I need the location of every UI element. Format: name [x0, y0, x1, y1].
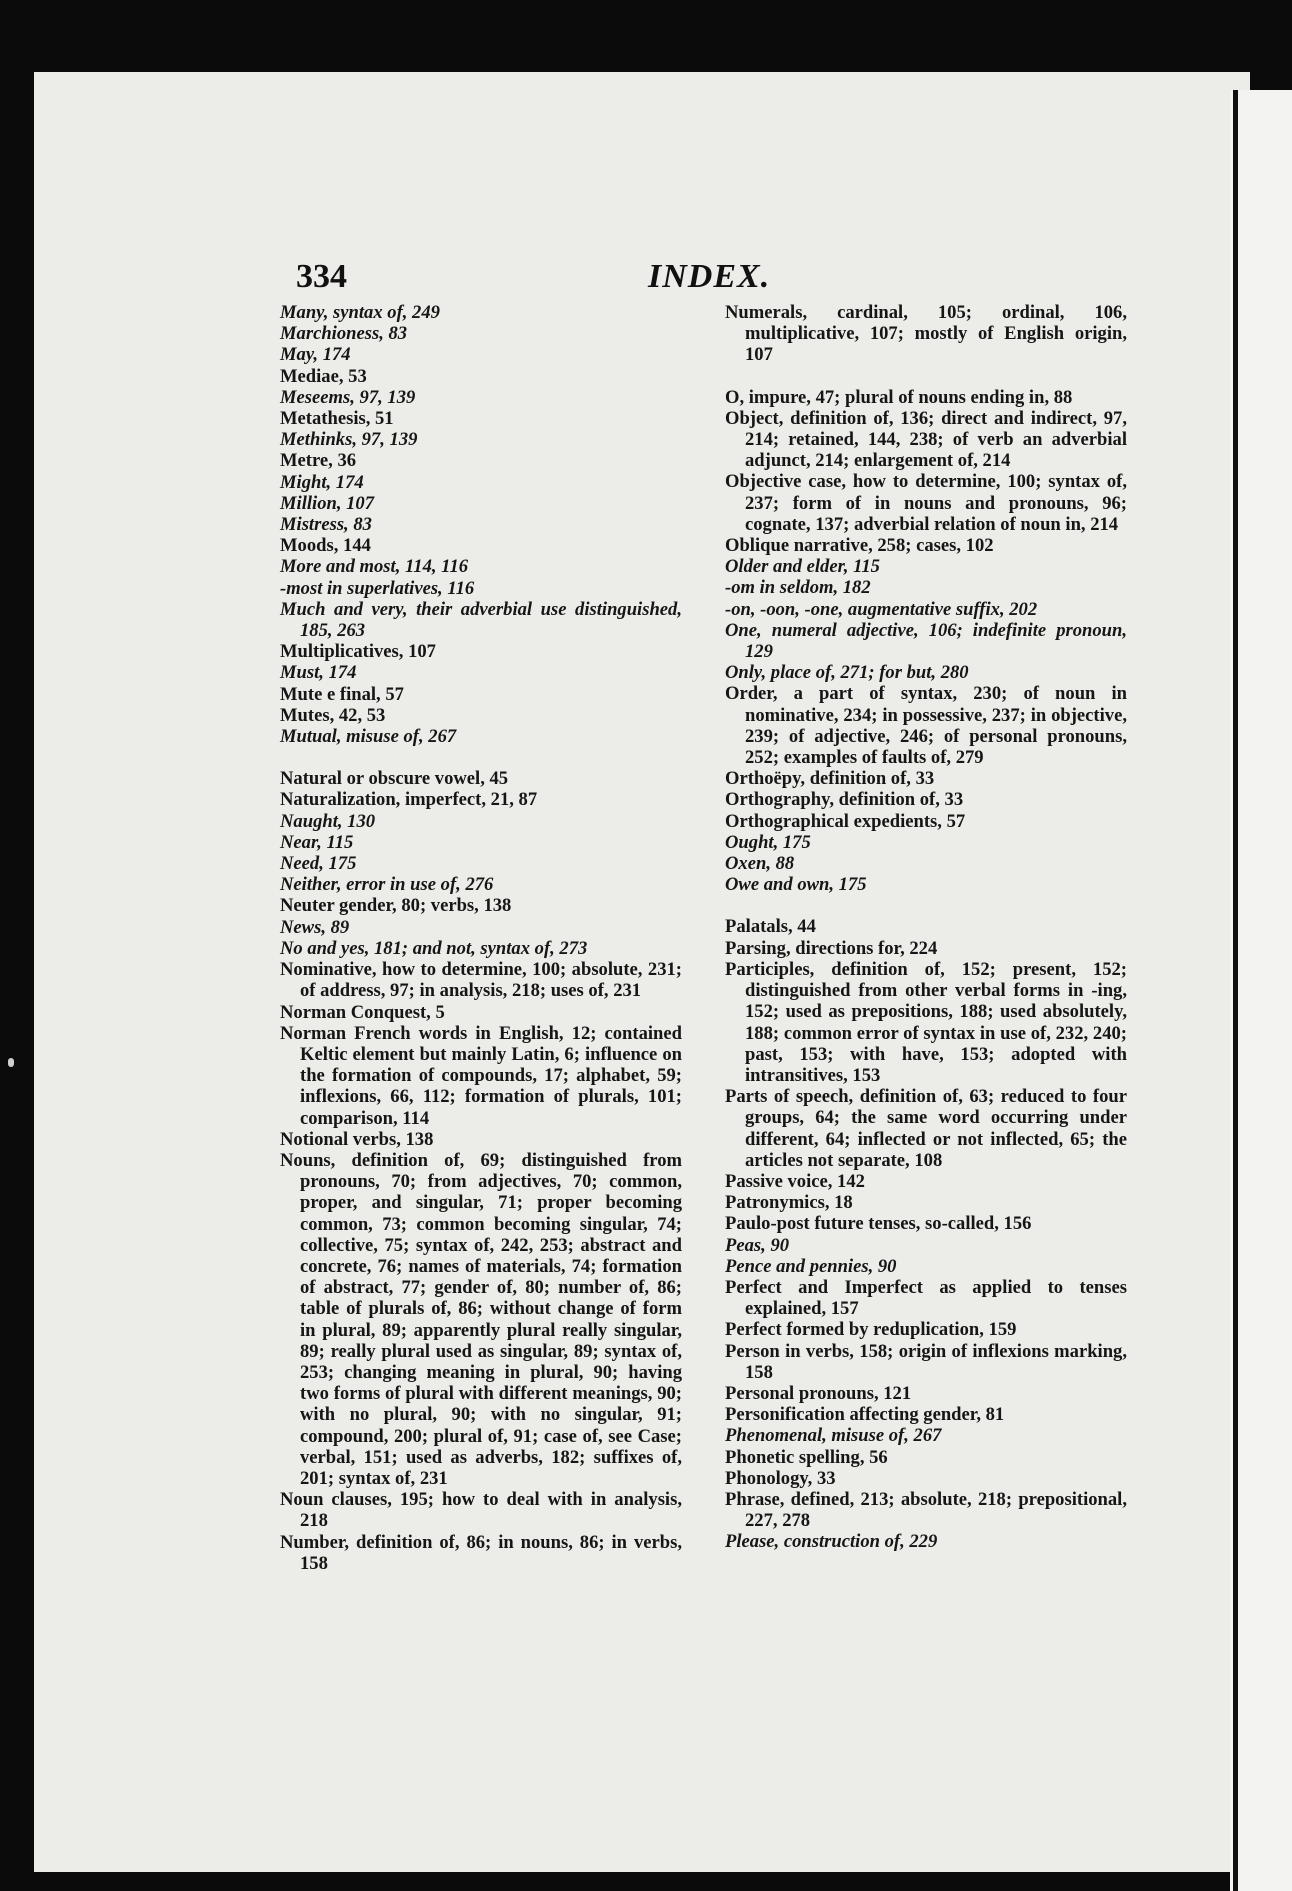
index-entry: Many, syntax of, 249	[280, 302, 440, 323]
index-entry: One, numeral adjective, 106; indefinite pronoun, 129	[725, 619, 1127, 663]
index-entry: Number, definition of, 86; in nouns, 86; in verbs, 158	[280, 1531, 682, 1574]
index-entry: Palatals, 44	[725, 916, 816, 938]
index-entry: Orthography, definition of, 33	[725, 789, 964, 811]
index-entry: Personification affecting gender, 81	[725, 1404, 1005, 1426]
index-entry: Metre, 36	[280, 450, 357, 472]
index-entry: Mediae, 53	[280, 365, 367, 387]
index-entry: Neither, error in use of, 276	[280, 874, 494, 896]
index-entry: Parts of speech, definition of, 63; reduced to four groups, 64; the same word occurring under different, 64; inflected or not inflected, 65; the articles not separate, 108	[725, 1086, 1127, 1171]
index-entry: Older and elder, 115	[725, 556, 880, 578]
index-entry: Ought, 175	[725, 831, 811, 853]
index-entry: Natural or obscure vowel, 45	[280, 768, 509, 790]
index-entry: More and most, 114, 116	[280, 556, 469, 578]
index-entry: Objective case, how to determine, 100; syntax of, 237; form of in nouns and pronouns, 96; cognate, 137; adverbial relation of noun in, 214	[725, 471, 1127, 535]
index-entry: Neuter gender, 80; verbs, 138	[280, 895, 512, 917]
index-column-left	[280, 302, 682, 1574]
index-entry: Person in verbs, 158; origin of inflexions marking, 158	[725, 1340, 1127, 1383]
index-entry: Pence and pennies, 90	[725, 1255, 897, 1277]
index-entry: Please, construction of, 229	[725, 1531, 938, 1553]
letter-section-gap	[280, 747, 682, 768]
index-entry: No and yes, 181; and not, syntax of, 273	[280, 937, 588, 959]
index-entry: Marchioness, 83	[280, 323, 408, 345]
index-entry: Perfect and Imperfect as applied to tenses explained, 157	[725, 1276, 1127, 1320]
index-entry: Metathesis, 51	[280, 408, 394, 430]
index-entry: Might, 174	[280, 471, 364, 493]
index-entry: Mistress, 83	[280, 514, 372, 536]
index-column-right	[725, 302, 1127, 1553]
index-entry: O, impure, 47; plural of nouns ending in, 88	[725, 386, 1073, 408]
page-gutter-shadow	[1233, 90, 1238, 1891]
index-entry: Oxen, 88	[725, 853, 795, 875]
index-entry: Perfect formed by reduplication, 159	[725, 1319, 1017, 1341]
page-number: 334	[296, 258, 347, 295]
index-entry: Oblique narrative, 258; cases, 102	[725, 535, 994, 557]
index-entry: News, 89	[280, 916, 350, 938]
index-entry: Naturalization, imperfect, 21, 87	[280, 789, 538, 811]
index-entry: Naught, 130	[280, 810, 376, 832]
page-title: INDEX.	[648, 258, 771, 295]
index-entry: Moods, 144	[280, 535, 371, 557]
index-entry: Meseems, 97, 139	[280, 386, 416, 408]
index-entry: Phonetic spelling, 56	[725, 1446, 888, 1468]
index-entry: May, 174	[280, 344, 351, 366]
index-entry: Phenomenal, misuse of, 267	[725, 1425, 942, 1447]
index-entry: Numerals, cardinal, 105; ordinal, 106, multiplicative, 107; mostly of English origin, 107	[725, 302, 1127, 366]
index-entry: Personal pronouns, 121	[725, 1382, 912, 1404]
index-entry: Parsing, directions for, 224	[725, 937, 938, 959]
index-entry: -most in superlatives, 116	[280, 577, 475, 599]
index-entry: Notional verbs, 138	[280, 1128, 434, 1150]
index-entry: Mute e final, 57	[280, 683, 404, 705]
index-entry: Object, definition of, 136; direct and indirect, 97, 214; retained, 144, 238; of verb an adverbial adjunct, 214; enlargement of, 214	[725, 407, 1127, 472]
index-entry: Nouns, definition of, 69; distinguished from pronouns, 70; from adjectives, 70; common, proper, and singular, 71; proper becoming common, 73; common becoming singular, 74; collective, 75; syntax of, 242, 253; abstract and concrete, 76; names of materials, 74; formation of abstract, 77; gender of, 80; number of, 86; table of plurals of, 86; without change of form in plural, 89; apparently plural really singular, 89; really plural used as singular, 89; syntax of, 253; changing meaning in plural, 90; having two forms of plural with different meanings, 90; with no plural, 90; with no singular, 91; compound, 200; plural of, 91; case of, see Case; verbal, 151; used as adverbs, 182; suffixes of, 201; syntax of, 231	[280, 1149, 682, 1489]
index-entry: Peas, 90	[725, 1234, 790, 1256]
index-entry: Mutes, 42, 53	[280, 704, 386, 726]
index-entry: Participles, definition of, 152; present, 152; distinguished from other verbal forms in -ing, 152; used as prepositions, 188; used absolutely, 188; common error of syntax in use of, 232, 240; past, 153; with have, 153; adopted with intransitives, 153	[725, 958, 1127, 1086]
index-entry: Norman Conquest, 5	[280, 1001, 445, 1023]
index-entry: Must, 174	[280, 662, 357, 684]
index-entry: Nominative, how to determine, 100; absolute, 231; of address, 97; in analysis, 218; uses of, 231	[280, 959, 682, 1002]
letter-section-gap	[725, 366, 1127, 387]
index-entry: Noun clauses, 195; how to deal with in analysis, 218	[280, 1489, 682, 1532]
index-entry: -om in seldom, 182	[725, 577, 871, 599]
index-entry: Million, 107	[280, 492, 375, 514]
index-entry: Multiplicatives, 107	[280, 641, 436, 663]
index-entry: Orthoëpy, definition of, 33	[725, 768, 935, 790]
index-entry: Methinks, 97, 139	[280, 429, 418, 451]
index-entry: Passive voice, 142	[725, 1170, 865, 1192]
index-entry: Phrase, defined, 213; absolute, 218; prepositional, 227, 278	[725, 1488, 1127, 1532]
scan-speck	[8, 1058, 14, 1067]
index-entry: Patronymics, 18	[725, 1192, 853, 1214]
index-entry: Mutual, misuse of, 267	[280, 726, 457, 748]
running-header	[296, 258, 796, 308]
index-entry: Owe and own, 175	[725, 874, 867, 896]
index-entry: Order, a part of syntax, 230; of noun in nominative, 234; in possessive, 237; in objective, 239; of adjective, 246; of personal pronouns, 252; examples of faults of, 279	[725, 683, 1127, 769]
index-entry: Phonology, 33	[725, 1467, 836, 1489]
letter-section-gap	[725, 895, 1127, 916]
index-entry: Orthographical expedients, 57	[725, 810, 966, 832]
index-entry: Need, 175	[280, 853, 357, 875]
index-entry: -on, -oon, -one, augmentative suffix, 202	[725, 598, 1038, 620]
index-entry: Norman French words in English, 12; contained Keltic element but mainly Latin, 6; influence on the formation of compounds, 17; alphabet, 59; inflexions, 66, 112; formation of plurals, 101; comparison, 114	[280, 1022, 682, 1129]
next-page-edge	[1230, 90, 1292, 1891]
index-entry: Paulo-post future tenses, so-called, 156	[725, 1213, 1032, 1235]
index-entry: Near, 115	[280, 831, 354, 853]
index-entry: Only, place of, 271; for but, 280	[725, 662, 969, 684]
index-entry: Much and very, their adverbial use distinguished, 185, 263	[280, 598, 682, 642]
